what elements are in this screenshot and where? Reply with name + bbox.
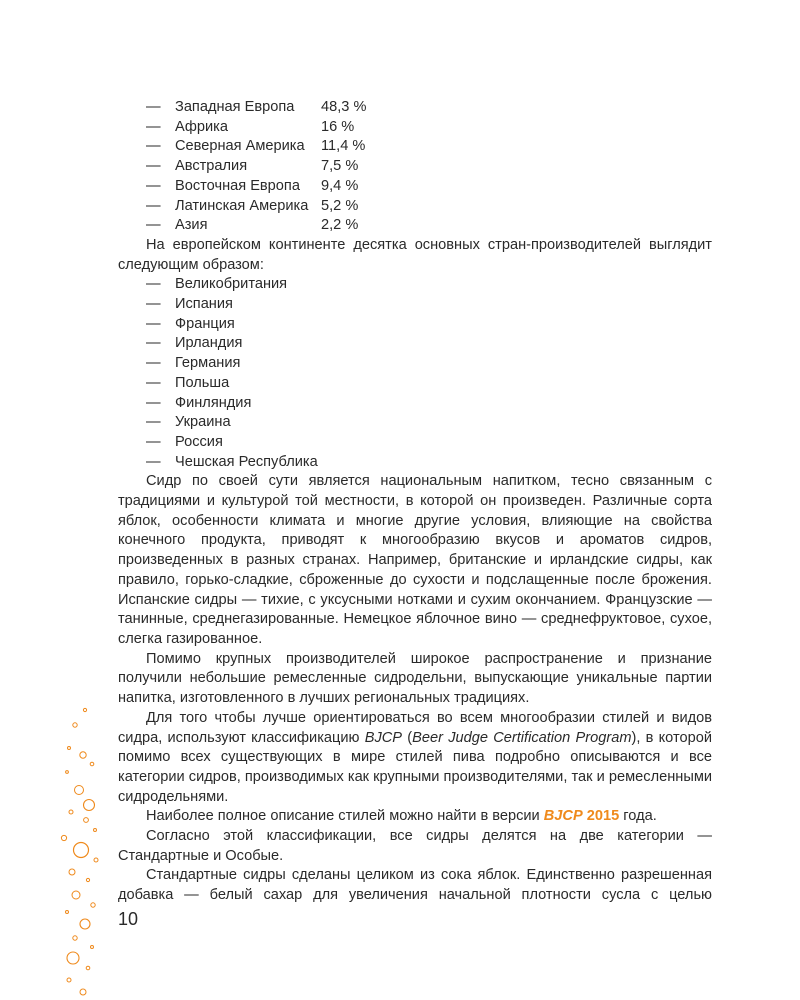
list-dash: — [146,177,161,194]
region-value: 5,2 % [321,197,359,214]
list-dash: — [146,374,161,391]
country-item [118,413,712,433]
list-dash: — [146,335,161,352]
country-item [118,295,712,315]
country-name: Великобритания [175,276,288,293]
country-item [118,394,712,414]
list-dash: — [146,355,161,372]
region-name: Африка [175,118,228,135]
region-name: Латинская Америка [175,197,309,214]
country-item [118,334,712,354]
bjcp-year-highlight: 2015 [582,808,620,825]
page-number: 10 [118,909,139,929]
region-row [118,157,712,177]
standard-ciders-paragraph: Стандартные сидры сделаны целиком из сока яблок. Единственно разрешенная добавка — белый сахар для увеличения начальной плотности сусла с целью [118,867,712,904]
categories-paragraph: Согласно этой классификации, все сидры делятся на две категории — Стандартные и Особые. [118,828,712,864]
version-text-after: года. [619,808,657,825]
country-name: Чешская Республика [175,453,318,470]
decorative-bubbles-icon [55,700,115,1000]
list-dash: — [146,197,161,214]
region-row [118,118,712,138]
list-dash: — [146,99,161,115]
bjcp-version-paragraph [118,807,712,827]
country-name: Франция [175,315,235,332]
version-text-before: Наиболее полное описание стилей можно найти в версии [146,808,544,825]
europe-intro-paragraph: На европейском континенте десятка основных стран-производителей выглядит следующим образом: [118,236,712,273]
list-dash: — [146,276,161,293]
country-item [118,453,712,473]
country-name: Германия [175,355,241,372]
country-name: Финляндия [175,394,252,411]
region-name: Западная Европа [175,99,295,115]
region-value: 48,3 % [321,99,367,115]
region-row [118,197,712,217]
list-dash: — [146,296,161,313]
bjcp-highlight: BJCP [543,808,583,825]
bjcp-full-name: Beer Judge Certification Program [412,729,632,746]
list-dash: — [146,315,161,332]
country-name: Польша [175,374,230,391]
country-item [118,374,712,394]
region-value: 2,2 % [321,217,359,234]
bjcp-text-open: ( [402,729,413,746]
region-value: 9,4 % [321,177,359,194]
country-item [118,315,712,335]
list-dash: — [146,217,161,234]
bjcp-paragraph [118,709,712,808]
country-name: Украина [175,414,231,431]
region-row [118,98,712,118]
country-name: Испания [175,296,233,313]
cider-nature-paragraph: Сидр по своей сути является национальным напитком, тесно связанным с традициями и культурой той местности, в которой он произведен. Различные сорта яблок, особенности климата и многие другие условия, влияющие на свойства конечного продукта, приводят к многообразию вкусов и ароматов сидров, произведенных в разных странах. Например, британские и ирландские сидры, как правило, горько-сладкие, сброженные до сухости и подслащенные после брожения. Испанские сидры — тихие, с уксусными нотками и сухим окончанием. Французские — танинные, среднегазированные. Немецкое яблочное вино — среднефруктовое, сухое, слегка газированное. [118,473,712,647]
bjcp-text-after: ), в которой помимо всех существующих в мире стилей пива подробно описываются и все категории сидров, производимых как крупными производителями, так и ремесленными сидродельнями. [118,729,712,805]
list-dash: — [146,394,161,411]
bjcp-text-before: Для того чтобы лучше ориентироваться во всем многообразии стилей и видов сидра, используют классификацию [118,709,712,746]
list-dash: — [146,118,161,135]
region-row [118,216,712,236]
region-row [118,137,712,157]
region-row [118,177,712,197]
country-item [118,433,712,453]
list-dash: — [146,414,161,431]
country-list [118,275,712,472]
country-name: Россия [175,433,223,450]
bjcp-abbreviation: BJCP [364,729,403,746]
region-name: Северная Америка [175,138,305,155]
region-value: 16 % [321,118,355,135]
list-dash: — [146,433,161,450]
page-body [118,98,712,906]
country-item [118,275,712,295]
region-name: Азия [175,217,208,234]
region-name: Австралия [175,158,248,175]
country-item [118,354,712,374]
list-dash: — [146,158,161,175]
craft-cideries-paragraph: Помимо крупных производителей широкое распространение и признание получили небольшие ремесленные сидродельни, выпускающие уникальные партии напитка, изготовленного в лучших региональных традициях. [118,650,712,707]
region-value: 7,5 % [321,158,359,175]
region-name: Восточная Европа [175,177,300,194]
list-dash: — [146,138,161,155]
region-value: 11,4 % [321,138,366,155]
region-share-list [118,98,712,236]
country-name: Ирландия [175,335,243,352]
list-dash: — [146,453,161,470]
